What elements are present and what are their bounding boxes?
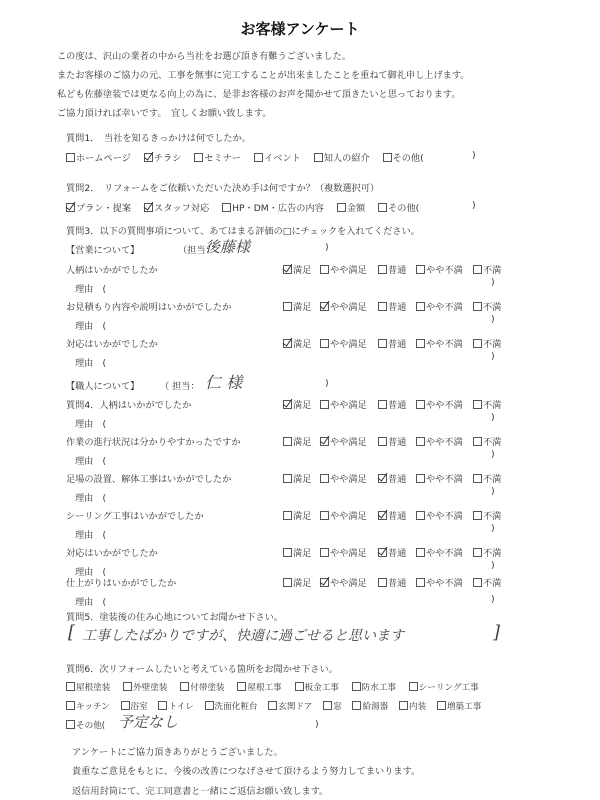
checkbox-icon[interactable] bbox=[352, 701, 361, 710]
rating-dissatisfied[interactable]: 不満 bbox=[473, 508, 501, 522]
q6-option[interactable]: 給湯器 bbox=[352, 702, 388, 712]
rating-satisfied[interactable]: 満足 bbox=[283, 299, 311, 313]
reason-label: 理由 ( bbox=[75, 358, 107, 369]
checkbox-icon[interactable] bbox=[416, 339, 425, 348]
checkbox-icon[interactable] bbox=[437, 701, 446, 710]
outro-line-3: 返信用封筒にて、完工同意書と一緒にご返信お願い致します。 bbox=[72, 786, 329, 797]
checkbox-icon[interactable] bbox=[283, 548, 292, 557]
craft-q1: 質問4．人柄はいかがでしたか bbox=[66, 400, 192, 411]
q2-label: 質問2． リフォームをご依頼いただいた決め手は何ですか？（複数選択可） bbox=[66, 183, 380, 194]
checkbox-icon[interactable] bbox=[409, 682, 418, 691]
rating-neutral[interactable]: 普通 bbox=[378, 545, 406, 559]
reason-label: 理由 ( bbox=[75, 567, 107, 578]
reason-label: 理由 ( bbox=[75, 284, 107, 295]
reason-label: 理由 ( bbox=[75, 456, 107, 467]
q1-option-event[interactable]: イベント bbox=[254, 153, 301, 164]
intro-line-4: ご協力頂ければ幸いです。 宜しくお願い致します。 bbox=[57, 108, 272, 119]
checkbox-icon[interactable] bbox=[283, 474, 292, 483]
rating-satisfied[interactable]: 満足 bbox=[283, 397, 311, 411]
q6-option[interactable]: 屋根工事 bbox=[237, 683, 281, 693]
reason-close: ) bbox=[491, 560, 495, 571]
q6-option[interactable]: 付帯塗装 bbox=[180, 683, 224, 693]
checkbox-checked-icon[interactable] bbox=[66, 203, 75, 212]
craft-q3: 足場の設置、解体工事はいかがでしたか bbox=[66, 474, 232, 485]
sales-staff-prefix: （担当： bbox=[178, 245, 215, 256]
checkbox-icon[interactable] bbox=[416, 578, 425, 587]
intro-line-3: 私ども佐藤塗装では更なる向上の為に、是非お客様のお声を聞かせて頂きたいと思っております。 bbox=[57, 89, 461, 100]
craft-header: 【職人について】 bbox=[66, 381, 140, 392]
checkbox-icon[interactable] bbox=[473, 265, 482, 274]
outro-line-2: 貴重なご意見をもとに、今後の改善につなげさせて頂けるよう努力してまいります。 bbox=[72, 766, 421, 777]
q5-open-bracket: [ bbox=[68, 622, 76, 643]
reason-close: ) bbox=[491, 351, 495, 362]
checkbox-icon[interactable] bbox=[416, 265, 425, 274]
checkbox-icon[interactable] bbox=[295, 682, 304, 691]
craft-q4: シーリング工事はいかがでしたか bbox=[66, 511, 204, 522]
q6-other[interactable]: その他( bbox=[66, 719, 105, 731]
craft-staff-name[interactable]: 仁 様 bbox=[205, 373, 243, 392]
q6-option[interactable]: トイレ bbox=[158, 702, 193, 712]
craft-q5: 対応はいかがでしたか bbox=[66, 548, 158, 559]
q1-option-referral[interactable]: 知人の紹介 bbox=[314, 153, 370, 164]
checkbox-icon[interactable] bbox=[320, 339, 329, 348]
checkbox-icon[interactable] bbox=[416, 511, 425, 520]
checkbox-checked-icon[interactable] bbox=[320, 437, 329, 446]
q6-option[interactable]: キッチン bbox=[66, 702, 110, 712]
rating-dissatisfied[interactable]: 不満 bbox=[473, 575, 501, 589]
checkbox-icon[interactable] bbox=[378, 578, 387, 587]
rating-dissatisfied[interactable]: 不満 bbox=[473, 262, 501, 276]
checkbox-icon[interactable] bbox=[320, 548, 329, 557]
q2-options bbox=[66, 200, 429, 214]
rating-satisfied[interactable]: 満足 bbox=[283, 262, 311, 276]
rating-dissatisfied[interactable]: 不満 bbox=[473, 299, 501, 313]
reason-label: 理由 ( bbox=[75, 419, 107, 430]
q6-other-close: ) bbox=[315, 719, 319, 730]
rating-somewhat-dissatisfied[interactable]: やや不満 bbox=[416, 508, 463, 522]
checkbox-icon[interactable] bbox=[473, 511, 482, 520]
checkbox-icon[interactable] bbox=[323, 701, 332, 710]
checkbox-icon[interactable] bbox=[378, 302, 387, 311]
checkbox-icon[interactable] bbox=[320, 265, 329, 274]
page-title: お客様アンケート bbox=[240, 20, 360, 38]
sales-header: 【営業について】 bbox=[66, 245, 140, 256]
rating-somewhat-dissatisfied[interactable]: やや不満 bbox=[416, 545, 463, 559]
checkbox-icon[interactable] bbox=[378, 265, 387, 274]
craft-staff-prefix: （ 担当： bbox=[160, 381, 200, 392]
reason-close: ) bbox=[491, 412, 495, 423]
checkbox-icon[interactable] bbox=[254, 153, 263, 162]
q6-option[interactable]: 浴室 bbox=[121, 702, 148, 712]
q1-close-paren: ) bbox=[472, 150, 476, 161]
checkbox-icon[interactable] bbox=[158, 701, 167, 710]
reason-close: ) bbox=[491, 594, 495, 605]
rating-dissatisfied[interactable]: 不満 bbox=[473, 397, 501, 411]
checkbox-checked-icon[interactable] bbox=[283, 339, 292, 348]
craft-staff-close: ) bbox=[325, 378, 329, 389]
q6-option[interactable]: シーリング工事 bbox=[409, 683, 479, 693]
checkbox-icon[interactable] bbox=[473, 578, 482, 587]
rating-somewhat-dissatisfied[interactable]: やや不満 bbox=[416, 336, 463, 350]
reason-label: 理由 ( bbox=[75, 597, 107, 608]
rating-satisfied[interactable]: 満足 bbox=[283, 471, 311, 485]
rating-somewhat-satisfied[interactable]: やや満足 bbox=[320, 336, 367, 350]
rating-satisfied[interactable]: 満足 bbox=[283, 575, 311, 589]
sales-q2: お見積もり内容や説明はいかがでしたか bbox=[66, 302, 232, 313]
q6-option[interactable]: 内装 bbox=[399, 702, 426, 712]
checkbox-icon[interactable] bbox=[352, 682, 361, 691]
checkbox-icon[interactable] bbox=[268, 701, 277, 710]
checkbox-icon[interactable] bbox=[237, 682, 246, 691]
checkbox-icon[interactable] bbox=[66, 701, 75, 710]
checkbox-icon[interactable] bbox=[378, 400, 387, 409]
checkbox-icon[interactable] bbox=[180, 682, 189, 691]
outro-line-1: アンケートにご協力頂きありがとうございました。 bbox=[72, 747, 283, 758]
craft-q2: 作業の進行状況は分かりやすかったですか bbox=[66, 437, 241, 448]
checkbox-icon[interactable] bbox=[473, 437, 482, 446]
q3-label: 質問3．以下の質問事項について、あてはまる評価の□にチェックを入れてください。 bbox=[66, 226, 420, 237]
checkbox-checked-icon[interactable] bbox=[144, 153, 153, 162]
reason-label: 理由 ( bbox=[75, 530, 107, 541]
checkbox-checked-icon[interactable] bbox=[283, 265, 292, 274]
q2-option-plan[interactable]: プラン・提案 bbox=[66, 203, 131, 214]
reason-close: ) bbox=[491, 277, 495, 288]
q6-option[interactable]: 屋根塗装 bbox=[66, 683, 110, 693]
intro-line-2: またお客様のご協力の元、工事を無事に完工することが出来ましたことを重ねて御礼申し上げます。 bbox=[57, 70, 470, 81]
q5-label: 質問5．塗装後の住み心地についてお聞かせ下さい。 bbox=[66, 612, 283, 623]
rating-somewhat-satisfied[interactable]: やや満足 bbox=[320, 262, 367, 276]
checkbox-icon[interactable] bbox=[121, 701, 130, 710]
q6-option[interactable]: 外壁塗装 bbox=[123, 683, 167, 693]
checkbox-icon[interactable] bbox=[416, 302, 425, 311]
checkbox-icon[interactable] bbox=[320, 400, 329, 409]
rating-somewhat-satisfied[interactable]: やや満足 bbox=[320, 434, 367, 448]
checkbox-icon[interactable] bbox=[194, 153, 203, 162]
q2-option-ad[interactable]: HP・DM・広告の内容 bbox=[222, 203, 324, 214]
q1-option-seminar[interactable]: セミナー bbox=[194, 153, 241, 164]
sales-staff-close: ) bbox=[325, 242, 329, 253]
q2-option-staff[interactable]: スタッフ対応 bbox=[144, 203, 209, 214]
rating-somewhat-dissatisfied[interactable]: やや不満 bbox=[416, 397, 463, 411]
rating-somewhat-dissatisfied[interactable]: やや不満 bbox=[416, 434, 463, 448]
rating-neutral[interactable]: 普通 bbox=[378, 434, 406, 448]
rating-neutral[interactable]: 普通 bbox=[378, 299, 406, 313]
rating-satisfied[interactable]: 満足 bbox=[283, 508, 311, 522]
rating-neutral[interactable]: 普通 bbox=[378, 336, 406, 350]
checkbox-icon[interactable] bbox=[66, 153, 75, 162]
rating-satisfied[interactable]: 満足 bbox=[283, 545, 311, 559]
checkbox-icon[interactable] bbox=[383, 153, 392, 162]
rating-neutral[interactable]: 普通 bbox=[378, 397, 406, 411]
q2-option-price[interactable]: 金額 bbox=[337, 203, 365, 214]
checkbox-checked-icon[interactable] bbox=[378, 548, 387, 557]
q1-option-other[interactable]: その他( bbox=[383, 153, 424, 164]
checkbox-icon[interactable] bbox=[205, 701, 214, 710]
q1-option-flyer[interactable]: チラシ bbox=[144, 153, 182, 164]
rating-dissatisfied[interactable]: 不満 bbox=[473, 545, 501, 559]
reason-close: ) bbox=[491, 486, 495, 497]
rating-dissatisfied[interactable]: 不満 bbox=[473, 434, 501, 448]
q1-label: 質問1． 当社を知るきっかけは何でしたか。 bbox=[66, 133, 251, 144]
reason-close: ) bbox=[491, 449, 495, 460]
checkbox-icon[interactable] bbox=[399, 701, 408, 710]
checkbox-icon[interactable] bbox=[337, 203, 346, 212]
reason-close: ) bbox=[491, 523, 495, 534]
rating-neutral[interactable]: 普通 bbox=[378, 262, 406, 276]
q6-option[interactable]: 防水工事 bbox=[352, 683, 396, 693]
checkbox-icon[interactable] bbox=[378, 203, 387, 212]
checkbox-icon[interactable] bbox=[283, 511, 292, 520]
checkbox-icon[interactable] bbox=[473, 302, 482, 311]
sales-staff-name[interactable]: 後藤様 bbox=[205, 238, 251, 256]
rating-neutral[interactable]: 普通 bbox=[378, 471, 406, 485]
rating-somewhat-satisfied[interactable]: やや満足 bbox=[320, 397, 367, 411]
checkbox-icon[interactable] bbox=[66, 682, 75, 691]
q6-label: 質問6．次リフォームしたいと考えている箇所をお聞かせ下さい。 bbox=[66, 664, 338, 675]
intro-line-1: この度は、沢山の業者の中から当社をお選び頂き有難うございました。 bbox=[57, 51, 351, 62]
checkbox-icon[interactable] bbox=[378, 339, 387, 348]
rating-satisfied[interactable]: 満足 bbox=[283, 434, 311, 448]
checkbox-checked-icon[interactable] bbox=[378, 511, 387, 520]
rating-dissatisfied[interactable]: 不満 bbox=[473, 471, 501, 485]
rating-somewhat-satisfied[interactable]: やや満足 bbox=[320, 545, 367, 559]
q1-options bbox=[66, 150, 434, 164]
checkbox-icon[interactable] bbox=[473, 548, 482, 557]
sales-q1: 人柄はいかがでしたか bbox=[66, 265, 158, 276]
q5-answer[interactable]: 工事したばかりですが、快適に過ごせると思います bbox=[82, 628, 404, 644]
checkbox-icon[interactable] bbox=[320, 511, 329, 520]
checkbox-icon[interactable] bbox=[283, 437, 292, 446]
rating-somewhat-dissatisfied[interactable]: やや不満 bbox=[416, 575, 463, 589]
q1-option-homepage[interactable]: ホームページ bbox=[66, 153, 131, 164]
q6-option[interactable]: 板金工事 bbox=[295, 683, 339, 693]
reason-close: ) bbox=[491, 314, 495, 325]
q6-option[interactable]: 玄関ドア bbox=[268, 702, 312, 712]
q6-option[interactable]: 窓 bbox=[323, 702, 342, 712]
checkbox-checked-icon[interactable] bbox=[320, 578, 329, 587]
checkbox-icon[interactable] bbox=[416, 400, 425, 409]
rating-neutral[interactable]: 普通 bbox=[378, 575, 406, 589]
craft-q6: 仕上がりはいかがでしたか bbox=[66, 578, 177, 589]
rating-somewhat-satisfied[interactable]: やや満足 bbox=[320, 299, 367, 313]
checkbox-icon[interactable] bbox=[283, 578, 292, 587]
checkbox-icon[interactable] bbox=[416, 474, 425, 483]
rating-dissatisfied[interactable]: 不満 bbox=[473, 336, 501, 350]
checkbox-icon[interactable] bbox=[473, 474, 482, 483]
checkbox-checked-icon[interactable] bbox=[320, 302, 329, 311]
checkbox-icon[interactable] bbox=[416, 437, 425, 446]
checkbox-icon[interactable] bbox=[473, 339, 482, 348]
checkbox-icon[interactable] bbox=[416, 548, 425, 557]
q2-close-paren: ) bbox=[472, 200, 476, 211]
reason-label: 理由 ( bbox=[75, 493, 107, 504]
q2-option-other[interactable]: その他( bbox=[378, 203, 419, 214]
q6-option[interactable]: 増築工事 bbox=[437, 702, 481, 712]
rating-somewhat-satisfied[interactable]: やや満足 bbox=[320, 575, 367, 589]
sales-q3: 対応はいかがでしたか bbox=[66, 339, 158, 350]
rating-satisfied[interactable]: 満足 bbox=[283, 336, 311, 350]
checkbox-icon[interactable] bbox=[473, 400, 482, 409]
checkbox-icon[interactable] bbox=[66, 720, 75, 729]
rating-somewhat-dissatisfied[interactable]: やや不満 bbox=[416, 262, 463, 276]
checkbox-icon[interactable] bbox=[320, 474, 329, 483]
rating-neutral[interactable]: 普通 bbox=[378, 508, 406, 522]
q5-close-bracket: ] bbox=[493, 622, 501, 643]
checkbox-icon[interactable] bbox=[378, 437, 387, 446]
q6-option[interactable]: 洗面化粧台 bbox=[205, 702, 258, 712]
rating-somewhat-dissatisfied[interactable]: やや不満 bbox=[416, 299, 463, 313]
rating-somewhat-satisfied[interactable]: やや満足 bbox=[320, 471, 367, 485]
checkbox-checked-icon[interactable] bbox=[378, 474, 387, 483]
checkbox-checked-icon[interactable] bbox=[144, 203, 153, 212]
reason-label: 理由 ( bbox=[75, 321, 107, 332]
rating-somewhat-satisfied[interactable]: やや満足 bbox=[320, 508, 367, 522]
checkbox-icon[interactable] bbox=[222, 203, 231, 212]
checkbox-icon[interactable] bbox=[314, 153, 323, 162]
q6-other-value[interactable]: 予定なし bbox=[118, 713, 179, 731]
checkbox-icon[interactable] bbox=[283, 302, 292, 311]
checkbox-icon[interactable] bbox=[123, 682, 132, 691]
q6-row1 bbox=[66, 681, 489, 693]
checkbox-checked-icon[interactable] bbox=[283, 400, 292, 409]
rating-somewhat-dissatisfied[interactable]: やや不満 bbox=[416, 471, 463, 485]
